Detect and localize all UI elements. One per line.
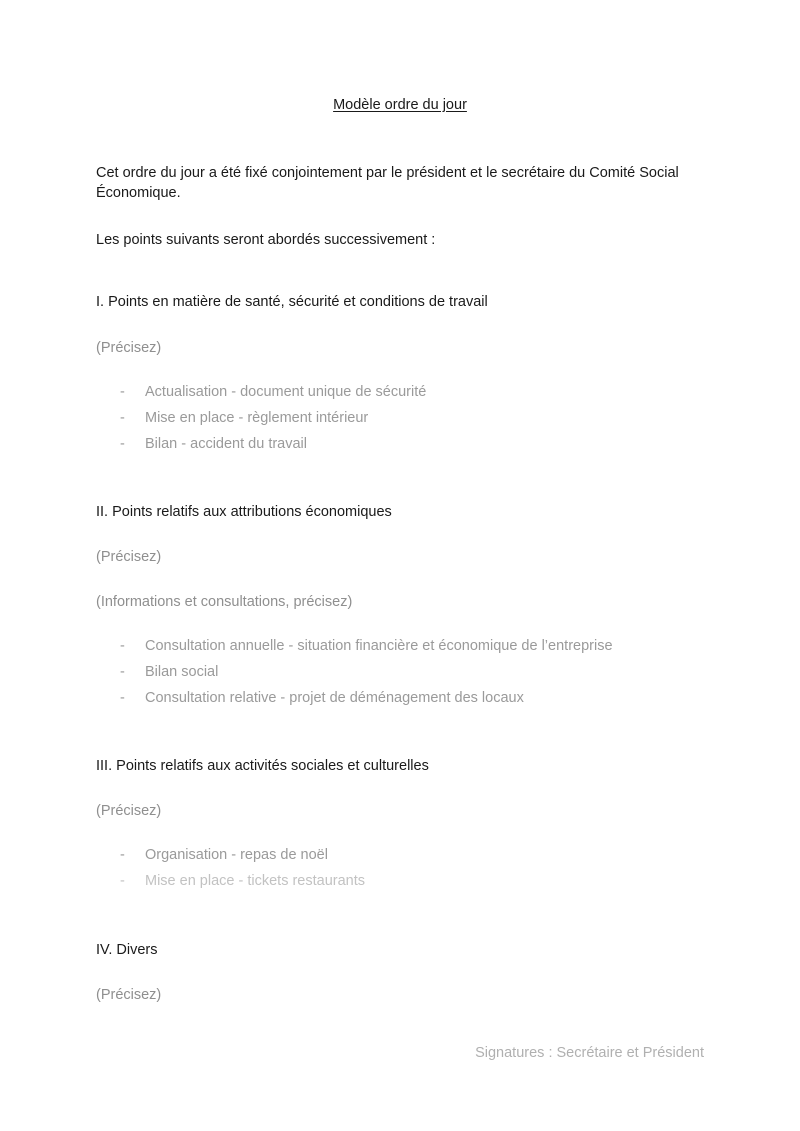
section-placeholder: (Précisez): [96, 803, 162, 820]
section-heading: III. Points relatifs aux activités sociales et culturelles: [96, 757, 429, 774]
list-item-label: Bilan social: [145, 663, 219, 680]
signature-line: Signatures : Secrétaire et Président: [475, 1045, 704, 1062]
bullet-dash-marker: -: [120, 409, 125, 426]
bullet-list: [96, 358, 704, 460]
list-item-label: Bilan - accident du travail: [145, 435, 307, 452]
document-content: [96, 0, 704, 1063]
page-title: [96, 0, 704, 116]
sections-container: [96, 250, 704, 1005]
bullet-dash-marker: -: [120, 847, 125, 864]
page-title-text: Modèle ordre du jour: [333, 97, 467, 113]
section-heading: IV. Divers: [96, 941, 158, 958]
list-item: [96, 382, 704, 408]
section-heading: II. Points relatifs aux attributions économiques: [96, 503, 392, 520]
section-placeholder-secondary: (Informations et consultations, précisez): [96, 593, 353, 610]
section-placeholder: (Précisez): [96, 986, 162, 1003]
list-item: [96, 688, 704, 714]
bullet-dash-marker: -: [120, 435, 125, 452]
list-item: [96, 434, 704, 460]
list-item: [96, 636, 704, 662]
list-item-label: Mise en place - règlement intérieur: [145, 409, 369, 426]
bullet-dash-marker: -: [120, 689, 125, 706]
agenda-section: [96, 460, 704, 714]
agenda-section: [96, 714, 704, 898]
bullet-dash-marker: -: [120, 873, 125, 890]
list-item-label: Consultation relative - projet de déménagement des locaux: [145, 689, 524, 706]
agenda-section: [96, 898, 704, 1006]
list-item-label: Mise en place - tickets restaurants: [145, 873, 366, 890]
agenda-section: [96, 250, 704, 460]
bullet-list: [96, 612, 704, 714]
list-item: [96, 408, 704, 434]
list-item-label: Organisation - repas de noël: [145, 847, 328, 864]
list-item: [96, 662, 704, 688]
section-placeholder: (Précisez): [96, 339, 162, 356]
section-placeholder: (Précisez): [96, 549, 162, 566]
bullet-dash-marker: -: [120, 663, 125, 680]
intro-paragraph: Cet ordre du jour a été fixé conjointement par le président et le secrétaire du Comité Social Économique.: [96, 164, 679, 202]
list-item: [96, 871, 704, 897]
list-item-label: Consultation annuelle - situation financière et économique de l’entreprise: [145, 637, 613, 654]
section-heading: I. Points en matière de santé, sécurité et conditions de travail: [96, 294, 488, 311]
list-item: [96, 845, 704, 871]
bullet-dash-marker: -: [120, 383, 125, 400]
bullet-dash-marker: -: [120, 637, 125, 654]
intro-paragraph-secondary: Les points suivants seront abordés successivement :: [96, 231, 436, 248]
list-item-label: Actualisation - document unique de sécurité: [145, 383, 427, 400]
bullet-list: [96, 821, 704, 897]
